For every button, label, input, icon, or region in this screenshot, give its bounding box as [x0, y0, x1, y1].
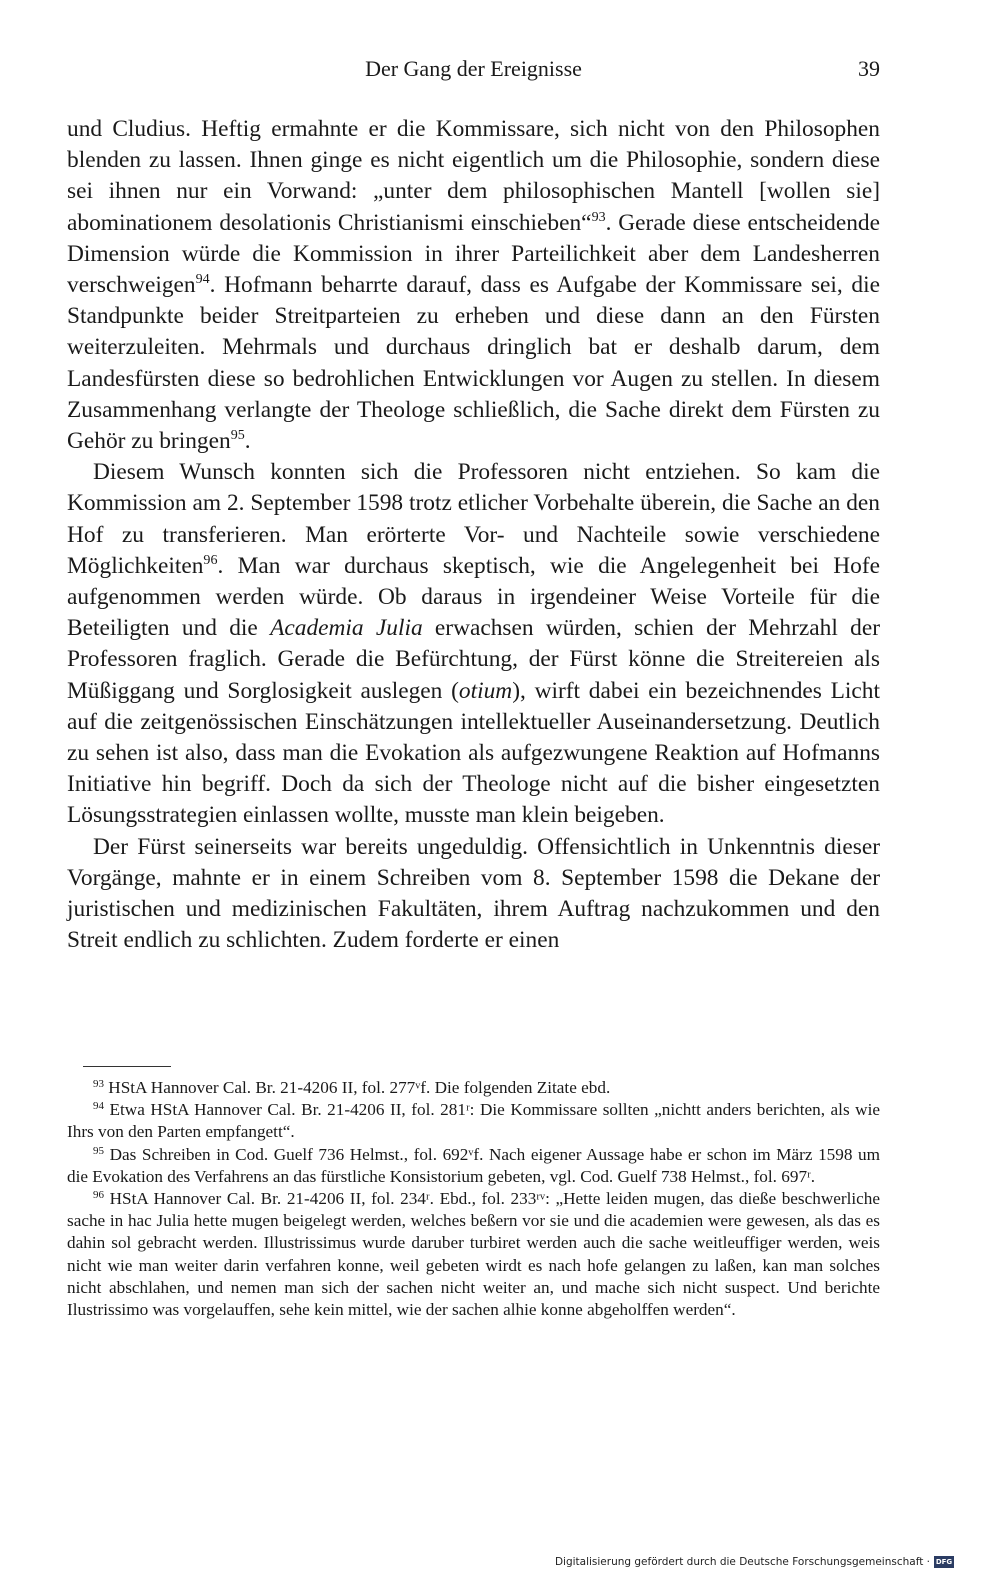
italic-academia-julia: Academia Julia	[270, 615, 423, 642]
running-head: Der Gang der Ereignisse	[365, 56, 582, 81]
footnote-ref-96[interactable]: 96	[203, 552, 218, 569]
paragraph-1-part-a: und Cludius. Heftig ermahnte er die Kommissare, sich nicht von den Philosophen blenden zu lassen. Ihnen ginge es nicht eigentlich um die Philosophie, sondern diese sei ihnen nur ein Vorwand: „unter dem philosophischen Mantell [wollen sie] abominationem desolationis Christianismi einschieben“	[67, 116, 880, 236]
footnote-number: 93	[93, 1078, 104, 1090]
paragraph-2-part-a: Diesem Wunsch konnten sich die Professoren nicht entziehen. So kam die Kommission am 2. September 1598 trotz etlicher Vorbehalte überein, die Sache an den Hof zu transferieren. Man erörterte Vor- und Nachteile sowie verschiedene Möglichkeiten	[67, 459, 880, 579]
footnote-95	[67, 1144, 880, 1188]
footnote-text: HStA Hannover Cal. Br. 21-4206 II, fol. 234ʳ. Ebd., fol. 233ʳᵛ: „Hette leiden mugen, das dieße beschwerliche sache in hac Julia hette mugen beigelegt werden, welches beßern vor sie und die academien were gewesen, als das es dahin sol gebracht werden. Illustrissimus wurde daruber turbiret werden auch die sache weitleuffiger werden, weis nicht wie man weiter darin verfahren konne, weil gebeten wirdt es nach hofe gelangen zu laßen, kan man solches nicht abschlahen, und nemen man sich der sachen nicht weiter an, und mache sich nicht suspect. Und berichte Ilustrissimo was vorgelauffen, sehe kein mittel, wie der sachen alhie konne abgeholffen werden“.	[67, 1189, 881, 1320]
footnote-number: 94	[93, 1100, 104, 1113]
paragraph-2	[67, 457, 880, 831]
paragraph-2-part-d: ), wirft dabei ein bezeichnendes Licht auf die zeitgenössischen Einschätzungen intellektueller Auseinandersetzung. Deutlich zu sehen ist also, dass man die Evokation als aufgezwungene Reaktion auf Hofmanns Initiative hin begriff. Doch da sich der Theologe nicht auf die bisher eingesetzten Lösungsstrategien einlassen wollte, musste man klein beigeben.	[67, 677, 881, 829]
footnote-separator	[83, 1066, 171, 1067]
footnote-96	[67, 1188, 880, 1321]
main-text	[67, 114, 880, 956]
paragraph-1	[67, 114, 880, 457]
paragraph-1-part-d: .	[244, 428, 251, 455]
footnote-text: HStA Hannover Cal. Br. 21-4206 II, fol. 277ᵛf. Die folgenden Zitate ebd.	[108, 1078, 611, 1097]
paragraph-3: Der Fürst seinerseits war bereits ungeduldig. Offensichtlich in Unkenntnis dieser Vorgänge, mahnte er in einem Schreiben vom 8. September 1598 die Dekane der juristischen und medizinischen Fakultäten, ihrem Auftrag nachzukommen und den Streit endlich zu schlichten. Zudem forderte er einen	[67, 833, 880, 954]
credit-text: Digitalisierung gefördert durch die Deutsche Forschungsgemeinschaft ·	[554, 1556, 930, 1568]
paragraph-1-part-c: . Hofmann beharrte darauf, dass es Aufgabe der Kommissare sei, die Standpunkte beider Streitparteien zu erheben und diese dann an den Fürsten weiterzuleiten. Mehrmals und durchaus dringlich bat er deshalb darum, dem Landesfürsten diese so bedrohlichen Entwicklungen vor Augen zu stellen. In diesem Zusammenhang verlangte der Theologe schließlich, die Sache direkt dem Fürsten zu Gehör zu bringen	[67, 272, 880, 455]
footnote-ref-95[interactable]: 95	[230, 427, 245, 444]
page-header	[67, 56, 880, 88]
footnote-text: Das Schreiben in Cod. Guelf 736 Helmst., fol. 692ᵛf. Nach eigener Aussage habe er schon im März 1598 um die Evokation des Verfahrens an das fürstliche Konsistorium gebeten, vgl. Cod. Guelf 738 Helmst., fol. 697ʳ.	[67, 1144, 881, 1186]
page-number: 39	[858, 56, 880, 81]
italic-otium: otium	[458, 677, 513, 704]
footnote-93	[67, 1077, 880, 1099]
footnote-ref-93[interactable]: 93	[591, 208, 606, 225]
footnote-94	[67, 1099, 880, 1143]
paragraph-2-part-c: erwachsen würden, schien der Mehrzahl der Professoren fraglich. Gerade die Befürchtung, der Fürst könne die Streitereien als Müßiggang und Sorglosigkeit auslegen (	[67, 615, 880, 704]
dfg-logo-icon: DFG	[935, 1558, 953, 1566]
footnote-text: Etwa HStA Hannover Cal. Br. 21-4206 II, fol. 281ʳ: Die Kommissare sollten „nichtt anders berichten, als wie Ihrs von den Parten empfangett“.	[67, 1100, 880, 1142]
paragraph-1-part-b: . Gerade diese entscheidende Dimension würde die Kommission in ihrer Parteilichkeit aber dem Landesherren verschweigen	[67, 209, 880, 299]
footnotes	[67, 1077, 880, 1321]
footnote-number: 96	[93, 1189, 104, 1202]
digitization-credit	[555, 1556, 954, 1568]
paragraph-2-part-b: . Man war durchaus skeptisch, wie die Angelegenheit bei Hofe aufgenommen werden würde. Ob daraus in irgendeiner Weise Vorteile für die Beteiligten und die	[67, 552, 880, 642]
footnote-ref-94[interactable]: 94	[195, 271, 210, 288]
footnote-number: 95	[93, 1144, 104, 1157]
